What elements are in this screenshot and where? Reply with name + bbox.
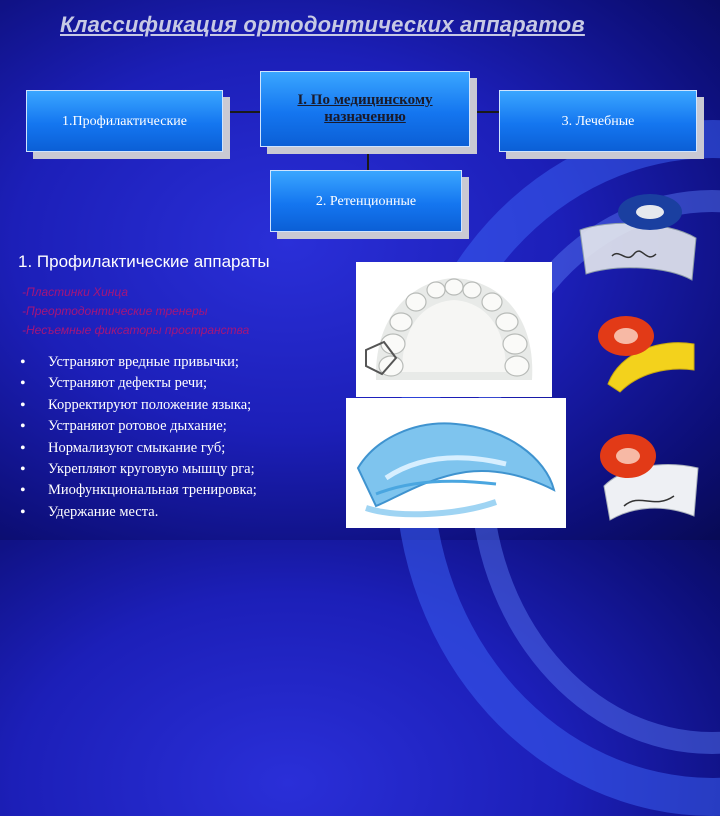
list-item: • Корректируют положение языка; — [20, 395, 257, 416]
section-heading: 1. Профилактические аппараты — [18, 252, 270, 271]
list-item: • Устраняют ротовое дыхание; — [20, 416, 257, 437]
classification-left-label: 1.Профилактические — [62, 113, 187, 129]
list-item: • Удержание места. — [20, 502, 257, 523]
hinz-plate-blue-photo — [576, 190, 700, 300]
hinz-plate-clear-photo — [594, 420, 702, 528]
appliance-type-item: -Несъемные фиксаторы пространства — [22, 323, 250, 337]
list-item: • Нормализуют смыкание губ; — [20, 438, 257, 459]
classification-bottom-label: 2. Ретенционные — [315, 193, 417, 209]
classification-center-label: I. По медицинскому назначению — [297, 92, 433, 125]
connector-right — [469, 111, 499, 113]
classification-left-box — [26, 90, 223, 152]
appliance-type-item: -Пластинки Хинца — [22, 285, 129, 299]
hinz-plate-yellow-photo — [590, 304, 700, 396]
appliance-types-list — [22, 283, 249, 340]
classification-bottom-box — [270, 170, 462, 232]
classification-center-box — [260, 71, 470, 147]
classification-right-box — [499, 90, 697, 152]
preorthodontic-trainer-photo — [346, 398, 566, 528]
functions-list — [20, 352, 257, 523]
list-item: • Укрепляют круговую мышцу рга; — [20, 459, 257, 480]
list-item: • Устраняют дефекты речи; — [20, 373, 257, 394]
appliance-type-item: -Преортодонтические тренеры — [22, 304, 208, 318]
dental-model-photo — [356, 262, 552, 397]
connector-down — [367, 146, 369, 170]
slide-title: Классификация ортодонтических аппаратов — [60, 12, 585, 37]
list-item: • Миофункциональная тренировка; — [20, 480, 257, 501]
list-item: • Устраняют вредные привычки; — [20, 352, 257, 373]
classification-right-label: 3. Лечебные — [561, 113, 635, 129]
